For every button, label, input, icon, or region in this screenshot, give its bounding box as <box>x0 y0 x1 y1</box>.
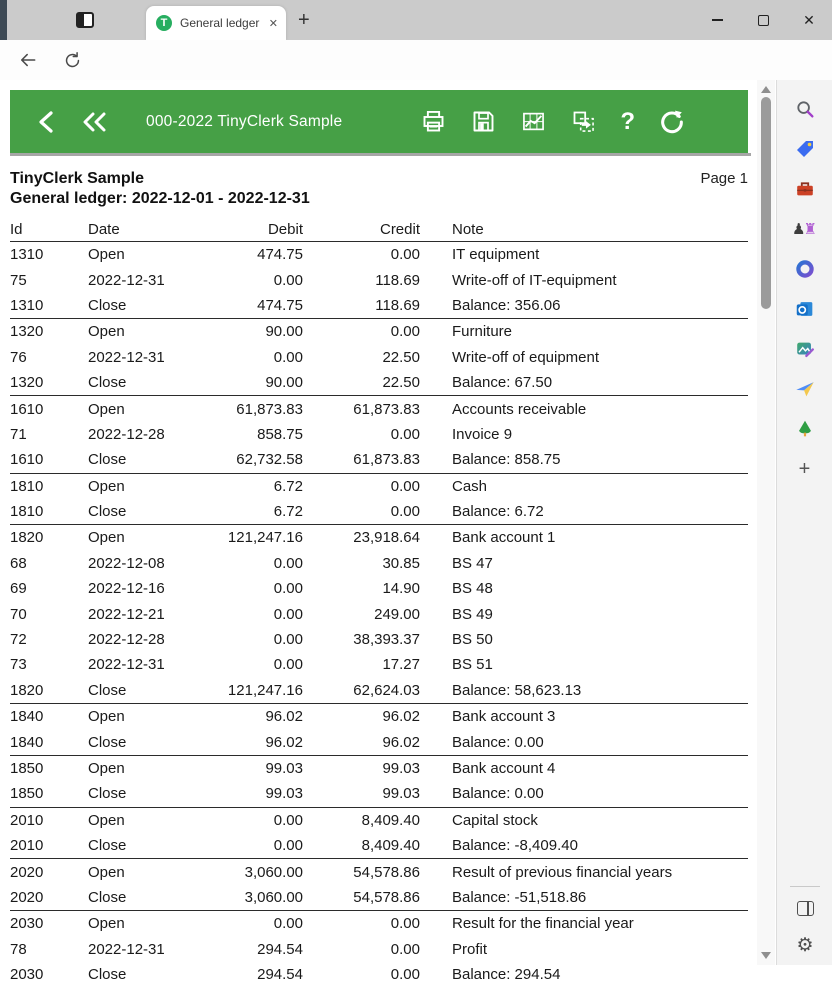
cell-id: 71 <box>10 425 27 443</box>
table-row <box>10 729 748 754</box>
cell-date: Open <box>88 863 125 881</box>
cell-note: Result for the financial year <box>452 915 634 933</box>
sidebar-drop-button[interactable] <box>788 372 822 406</box>
window-controls <box>694 0 832 40</box>
cell-id: 1610 <box>10 451 44 469</box>
cell-date: 2022-12-31 <box>88 348 165 366</box>
sidebar-tree-button[interactable] <box>788 412 822 446</box>
cell-debit: 6.72 <box>273 503 303 521</box>
cell-note: Invoice 9 <box>452 425 513 443</box>
cell-debit: 61,873.83 <box>236 400 303 418</box>
cell-note: Balance: 294.54 <box>452 966 561 984</box>
chart-icon[interactable] <box>520 108 547 135</box>
cell-debit: 0.00 <box>273 837 303 855</box>
cell-note: Balance: 356.06 <box>452 296 561 314</box>
cell-credit: 0.00 <box>390 940 420 958</box>
sidebar-image-creator-button[interactable] <box>788 332 822 366</box>
column-header-id: Id <box>10 221 23 238</box>
image-creator-icon <box>794 338 816 360</box>
cell-date: 2022-12-31 <box>88 656 165 674</box>
cell-note: Write-off of IT-equipment <box>452 271 617 289</box>
cell-date: 2022-12-16 <box>88 580 165 598</box>
table-header-row <box>10 218 748 242</box>
column-header-credit: Credit <box>379 221 420 238</box>
cell-date: Open <box>88 811 125 829</box>
report-header <box>10 169 748 209</box>
cell-date: Open <box>88 915 125 933</box>
cell-note: Profit <box>452 940 488 958</box>
maximize-button[interactable] <box>740 0 786 40</box>
chess-rook-icon: ♜ <box>803 220 817 238</box>
shopping-tag-icon <box>794 138 816 160</box>
cell-note: Capital stock <box>452 811 538 829</box>
cell-credit: 118.69 <box>375 271 420 289</box>
minimize-button[interactable] <box>694 0 740 40</box>
ledger-section <box>10 474 748 526</box>
cell-credit: 0.00 <box>390 425 420 443</box>
cell-id: 73 <box>10 656 27 674</box>
table-row <box>10 885 748 910</box>
cell-credit: 17.27 <box>382 656 420 674</box>
reload-button[interactable] <box>60 48 84 72</box>
cell-date: Close <box>88 681 127 699</box>
back-arrow-icon <box>18 50 38 70</box>
page-number: Page 1 <box>700 170 748 187</box>
cell-id: 1320 <box>10 323 44 341</box>
cell-date: Open <box>88 708 125 726</box>
scroll-up-icon[interactable] <box>761 86 771 93</box>
sidebar-add-button[interactable] <box>788 452 822 486</box>
back-chevron-button[interactable] <box>34 109 58 135</box>
cell-id: 70 <box>10 605 27 623</box>
title-bar <box>0 0 832 40</box>
cell-date: Close <box>88 733 127 751</box>
sidebar-tools-button[interactable] <box>788 172 822 206</box>
tab-title: General ledger <box>180 16 260 30</box>
reload-icon <box>63 51 82 70</box>
table-row <box>10 678 748 703</box>
cell-credit: 23,918.64 <box>353 529 420 547</box>
cell-id: 1320 <box>10 374 44 392</box>
ledger-section <box>10 808 748 860</box>
cell-id: 1820 <box>10 529 44 547</box>
paper-plane-icon <box>794 378 816 400</box>
table-row <box>10 293 748 318</box>
table-row <box>10 859 748 884</box>
cell-id: 2030 <box>10 915 44 933</box>
cell-debit: 474.75 <box>257 296 303 314</box>
cell-id: 1810 <box>10 477 44 495</box>
sidebar-microsoft365-button[interactable] <box>788 252 822 286</box>
cell-date: 2022-12-31 <box>88 271 165 289</box>
cell-credit: 249.00 <box>374 605 420 623</box>
cell-note: Bank account 4 <box>452 760 556 777</box>
column-header-note: Note <box>452 221 484 238</box>
cell-debit: 294.54 <box>257 966 303 984</box>
table-row <box>10 962 748 987</box>
table-row <box>10 345 748 370</box>
cell-debit: 0.00 <box>273 631 303 649</box>
cell-date: 2022-12-28 <box>88 631 165 649</box>
tree-icon <box>794 418 816 440</box>
cell-id: 2020 <box>10 863 44 881</box>
cell-date: 2022-12-08 <box>88 554 165 572</box>
cell-id: 2010 <box>10 837 44 855</box>
ledger-section <box>10 525 748 704</box>
cell-date: Open <box>88 400 125 418</box>
cell-debit: 858.75 <box>257 425 303 443</box>
gear-icon[interactable]: ⚙ <box>796 935 814 956</box>
column-header-date: Date <box>88 221 120 238</box>
cell-debit: 3,060.00 <box>244 863 303 881</box>
table-row <box>10 242 748 267</box>
cell-note: Result of previous financial years <box>452 863 673 881</box>
refresh-icon[interactable] <box>658 108 686 136</box>
cell-id: 1840 <box>10 708 44 726</box>
cell-id: 1310 <box>10 246 44 264</box>
column-header-debit: Debit <box>267 221 303 238</box>
cell-debit: 0.00 <box>273 348 303 366</box>
table-row <box>10 601 748 626</box>
sidebar-bottom <box>777 886 833 957</box>
help-icon[interactable]: ? <box>620 107 635 135</box>
microsoft-365-icon <box>794 258 816 280</box>
cell-note: BS 51 <box>452 656 493 674</box>
cell-date: 2022-12-21 <box>88 605 165 623</box>
cell-note: Furniture <box>452 323 513 341</box>
cell-debit: 121,247.16 <box>227 681 303 699</box>
cell-id: 2020 <box>10 888 44 906</box>
tab-close-icon[interactable]: ✕ <box>268 17 278 30</box>
table-row <box>10 911 748 936</box>
sidebar-toggle-icon[interactable] <box>797 901 814 916</box>
cell-note: BS 49 <box>452 605 493 623</box>
cell-date: Close <box>88 785 127 803</box>
cell-id: 2010 <box>10 811 44 829</box>
cell-date: Open <box>88 246 125 264</box>
navigation-bar <box>0 40 832 80</box>
ledger-table-body <box>10 242 748 987</box>
tab-favicon-icon: T <box>156 15 172 31</box>
search-icon <box>794 98 816 120</box>
sidebar-shopping-button[interactable] <box>788 132 822 166</box>
cell-credit: 0.00 <box>390 323 420 341</box>
export-icon[interactable] <box>570 108 597 135</box>
table-row <box>10 756 748 781</box>
cell-id: 1810 <box>10 503 44 521</box>
ledger-section <box>10 242 748 319</box>
cell-date: 2022-12-28 <box>88 425 165 443</box>
cell-date: Open <box>88 323 125 341</box>
cell-credit: 118.69 <box>375 296 420 314</box>
cell-note: Bank account 1 <box>452 529 556 547</box>
minimize-icon <box>712 19 723 20</box>
maximize-icon <box>758 15 769 26</box>
cell-debit: 0.00 <box>273 554 303 572</box>
cell-id: 1850 <box>10 760 44 777</box>
ledger-toolbar-title: 000-2022 TinyClerk Sample <box>146 112 343 130</box>
table-row <box>10 781 748 806</box>
cell-credit: 14.90 <box>382 580 420 598</box>
cell-note: BS 47 <box>452 554 493 572</box>
edge-sidebar <box>776 80 832 965</box>
cell-credit: 62,624.03 <box>353 681 420 699</box>
cell-date: Close <box>88 451 127 469</box>
cell-id: 1840 <box>10 733 44 751</box>
cell-id: 75 <box>10 271 27 289</box>
cell-note: IT equipment <box>452 246 540 264</box>
cell-id: 68 <box>10 554 27 572</box>
cell-debit: 0.00 <box>273 811 303 829</box>
cell-debit: 90.00 <box>265 374 303 392</box>
table-row <box>10 474 748 499</box>
cell-note: Balance: 58,623.13 <box>452 681 582 699</box>
cell-credit: 99.03 <box>382 760 420 777</box>
cell-credit: 96.02 <box>382 708 420 726</box>
page-scrollbar[interactable] <box>757 80 775 965</box>
cell-debit: 294.54 <box>257 940 303 958</box>
save-icon[interactable] <box>470 108 497 135</box>
scrollbar-thumb[interactable] <box>761 97 771 309</box>
table-row <box>10 370 748 395</box>
window-edge-strip <box>0 0 7 40</box>
toolbar-actions <box>420 108 686 136</box>
new-tab-button[interactable]: + <box>298 9 310 31</box>
table-row <box>10 808 748 833</box>
table-row <box>10 422 748 447</box>
cell-date: Open <box>88 477 125 495</box>
sidebar-games-button[interactable] <box>788 212 822 246</box>
cell-debit: 0.00 <box>273 605 303 623</box>
table-row <box>10 499 748 524</box>
ledger-section <box>10 396 748 473</box>
chess-pawn-icon: ♟ <box>792 220 806 238</box>
cell-credit: 8,409.40 <box>361 811 420 829</box>
cell-debit: 96.02 <box>265 733 303 751</box>
table-row <box>10 267 748 292</box>
cell-debit: 0.00 <box>273 271 303 289</box>
ledger-section <box>10 911 748 987</box>
cell-credit: 38,393.37 <box>353 631 420 649</box>
toolbox-icon <box>794 178 816 200</box>
cell-date: Close <box>88 966 127 984</box>
cell-credit: 54,578.86 <box>353 888 420 906</box>
cell-debit: 96.02 <box>265 708 303 726</box>
plus-icon: + <box>798 457 811 480</box>
cell-debit: 0.00 <box>273 656 303 674</box>
cell-note: Cash <box>452 477 488 495</box>
cell-credit: 22.50 <box>382 374 420 392</box>
report-subtitle: General ledger: 2022-12-01 - 2022-12-31 <box>10 190 310 207</box>
cell-date: Close <box>88 503 127 521</box>
cell-id: 72 <box>10 631 27 649</box>
cell-date: Open <box>88 760 125 777</box>
cell-note: Balance: -8,409.40 <box>452 837 578 855</box>
cell-note: BS 50 <box>452 631 493 649</box>
cell-credit: 0.00 <box>390 246 420 264</box>
report-title: TinyClerk Sample <box>10 170 144 187</box>
ledger-section <box>10 859 748 911</box>
cell-note: Balance: 67.50 <box>452 374 553 392</box>
cell-credit: 30.85 <box>382 554 420 572</box>
back-button[interactable] <box>16 48 40 72</box>
table-row <box>10 396 748 421</box>
cell-id: 1310 <box>10 296 44 314</box>
cell-date: Close <box>88 888 127 906</box>
cell-credit: 22.50 <box>382 348 420 366</box>
cell-debit: 0.00 <box>273 915 303 933</box>
cell-debit: 99.03 <box>265 760 303 777</box>
ledger-section <box>10 704 748 756</box>
ledger-table <box>10 218 748 987</box>
cell-credit: 0.00 <box>390 966 420 984</box>
cell-credit: 0.00 <box>390 915 420 933</box>
cell-id: 1820 <box>10 681 44 699</box>
cell-debit: 474.75 <box>257 246 303 264</box>
cell-date: 2022-12-31 <box>88 940 165 958</box>
cell-note: Balance: 858.75 <box>452 451 561 469</box>
tab-actions-icon[interactable] <box>76 12 94 28</box>
scroll-down-icon[interactable] <box>761 952 771 959</box>
table-row <box>10 833 748 858</box>
cell-note: Accounts receivable <box>452 400 587 418</box>
cell-debit: 62,732.58 <box>236 451 303 469</box>
cell-credit: 96.02 <box>382 733 420 751</box>
table-row <box>10 525 748 550</box>
cell-id: 78 <box>10 940 27 958</box>
print-icon[interactable] <box>420 108 447 135</box>
table-row <box>10 447 748 472</box>
table-row <box>10 551 748 576</box>
table-row <box>10 937 748 962</box>
cell-id: 76 <box>10 348 27 366</box>
cell-id: 1610 <box>10 400 44 418</box>
browser-tab[interactable] <box>146 6 286 40</box>
first-page-chevrons-button[interactable] <box>80 110 110 134</box>
cell-debit: 99.03 <box>265 785 303 803</box>
cell-credit: 54,578.86 <box>353 863 420 881</box>
cell-id: 1850 <box>10 785 44 803</box>
table-row <box>10 704 748 729</box>
cell-debit: 0.00 <box>273 580 303 598</box>
cell-credit: 99.03 <box>382 785 420 803</box>
table-row <box>10 627 748 652</box>
cell-note: Balance: 6.72 <box>452 503 544 521</box>
cell-debit: 90.00 <box>265 323 303 341</box>
cell-credit: 0.00 <box>390 503 420 521</box>
cell-note: Balance: -51,518.86 <box>452 888 587 906</box>
cell-credit: 61,873.83 <box>353 400 420 418</box>
cell-date: Close <box>88 296 127 314</box>
table-row <box>10 652 748 677</box>
table-row <box>10 576 748 601</box>
cell-note: Balance: 0.00 <box>452 733 544 751</box>
cell-note: Write-off of equipment <box>452 348 600 366</box>
ledger-section <box>10 319 748 396</box>
page-content <box>0 80 757 984</box>
app-toolbar <box>10 90 748 153</box>
cell-id: 2030 <box>10 966 44 984</box>
close-icon: ✕ <box>803 11 815 28</box>
cell-note: Bank account 3 <box>452 708 556 726</box>
cell-id: 69 <box>10 580 27 598</box>
cell-debit: 3,060.00 <box>244 888 303 906</box>
cell-debit: 121,247.16 <box>227 529 303 547</box>
cell-credit: 0.00 <box>390 477 420 495</box>
cell-credit: 61,873.83 <box>353 451 420 469</box>
cell-note: BS 48 <box>452 580 493 598</box>
cell-date: Open <box>88 529 125 547</box>
table-row <box>10 319 748 344</box>
cell-note: Balance: 0.00 <box>452 785 544 803</box>
sidebar-outlook-button[interactable] <box>788 292 822 326</box>
cell-date: Close <box>88 374 127 392</box>
sidebar-search-button[interactable] <box>788 92 822 126</box>
ledger-section <box>10 756 748 808</box>
sidebar-divider <box>790 886 820 887</box>
close-button[interactable] <box>786 0 832 40</box>
cell-credit: 8,409.40 <box>361 837 420 855</box>
cell-date: Close <box>88 837 127 855</box>
outlook-icon <box>794 298 816 320</box>
cell-debit: 6.72 <box>273 477 303 495</box>
